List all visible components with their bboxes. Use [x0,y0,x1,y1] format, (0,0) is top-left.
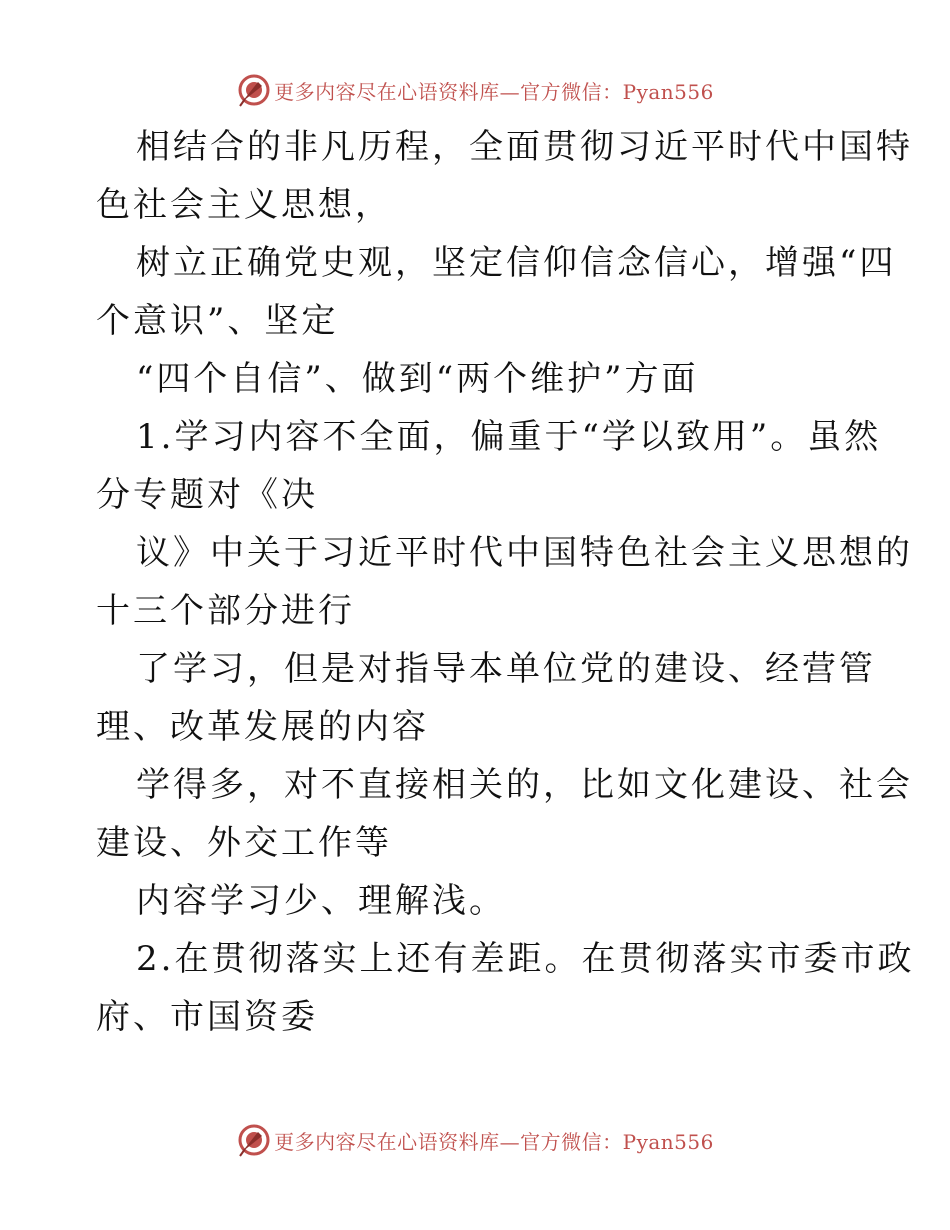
footer-watermark-banner [0,1120,950,1160]
body-text-line: 个意识”、坚定 [96,301,339,341]
header-banner-inner [236,72,714,108]
header-watermark-banner [0,70,950,110]
footer-banner-text: 更多内容尽在心语资料库—官方微信：Pyan556 [274,1129,714,1154]
body-text-line: 府、市国资委 [96,997,318,1037]
body-text-line: “四个自信”、做到“两个维护”方面 [136,359,699,399]
body-text-line: 树立正确党史观，坚定信仰信念信心，增强“四 [136,243,897,283]
pen-nib-seal-icon [236,1122,272,1158]
body-text-line: 1.学习内容不全面，偏重于“学以致用”。虽然 [136,417,882,457]
body-text-line: 色社会主义思想， [96,185,392,225]
body-text-line: 相结合的非凡历程，全面贯彻习近平时代中国特 [136,127,913,167]
footer-banner-inner [236,1122,714,1158]
body-text-line: 了学习，但是对指导本单位党的建设、经营管 [136,649,876,689]
body-text-line: 议》中关于习近平时代中国特色社会主义思想的 [136,533,913,573]
body-text-line: 内容学习少、理解浅。 [136,881,506,921]
body-text-line: 十三个部分进行 [96,591,355,631]
header-banner-text: 更多内容尽在心语资料库—官方微信：Pyan556 [274,79,714,104]
body-text-line: 2.在贯彻落实上还有差距。在贯彻落实市委市政 [136,939,915,979]
body-text-line: 理、改革发展的内容 [96,707,429,747]
document-body [96,118,915,1046]
pen-nib-seal-icon [236,72,272,108]
body-text-line: 学得多，对不直接相关的，比如文化建设、社会 [136,765,913,805]
body-text-line: 建设、外交工作等 [96,823,392,863]
body-text-line: 分专题对《决 [96,475,318,515]
